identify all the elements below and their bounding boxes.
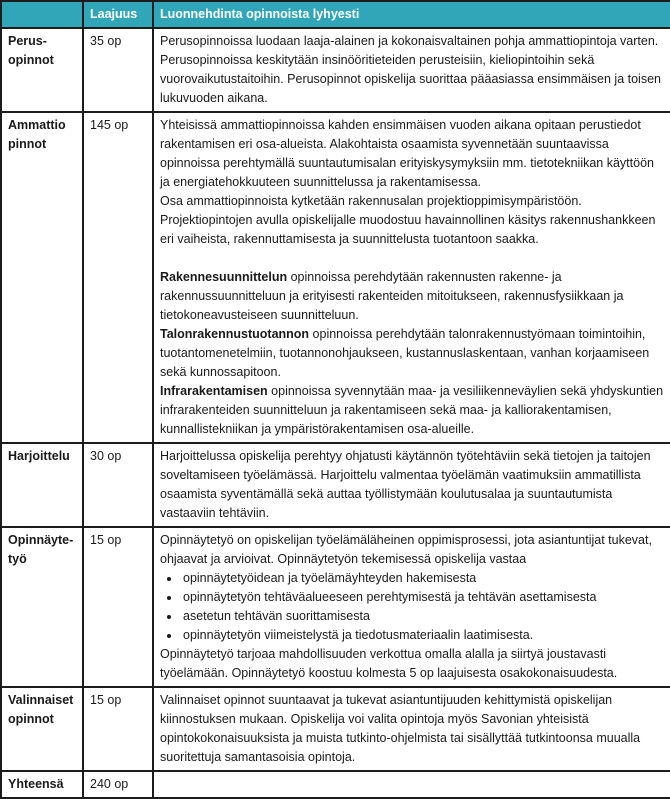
row-label-cell <box>1 527 83 687</box>
row-credits-cell: 15 op <box>83 527 153 687</box>
table-row <box>1 687 670 771</box>
paragraph-text: Opinnäytetyö on opiskelijan työelämäläheinen oppimisprosessi, jota asiantuntijat tukevat, ohjaavat ja arvioivat. Opinnäytetyön tekemisessä opiskelija vastaa <box>160 533 652 566</box>
row-label-line: opinnot <box>8 53 54 67</box>
row-credits-cell: 30 op <box>83 443 153 527</box>
paragraph-text: Perusopinnoissa luodaan laaja-alainen ja kokonaisvaltainen pohja ammattiopintoja varten. Perusopinnoissa keskitytään insinööritieteiden perusteisiin, kieliopintoihin sekä vuorovaikutustaitoihin. Perusopinnot opiskelija suorittaa pääasiassa ensimmäisen ja toisen lukuvuoden aikana. <box>160 34 661 105</box>
header-row <box>1 1 670 28</box>
row-credits-cell: 145 op <box>83 112 153 443</box>
description-paragraph <box>160 531 664 569</box>
description-paragraph <box>160 32 664 108</box>
row-description-cell <box>153 112 670 443</box>
row-label-cell <box>1 28 83 112</box>
row-label-line: Harjoittelu <box>8 449 70 463</box>
description-paragraph <box>160 691 664 767</box>
row-label-cell <box>1 771 83 798</box>
description-paragraph <box>160 382 664 439</box>
bold-lead-text: Rakennesuunnittelun <box>160 270 288 284</box>
table-row <box>1 527 670 687</box>
table-row <box>1 443 670 527</box>
row-credits-cell: 15 op <box>83 687 153 771</box>
description-paragraph <box>160 268 664 325</box>
row-credits-cell: 35 op <box>83 28 153 112</box>
table-body <box>1 28 670 798</box>
row-description-cell <box>153 687 670 771</box>
header-cell-empty <box>1 1 83 28</box>
description-paragraph <box>160 325 664 382</box>
bullet-item: • opinnäytetyöidean ja työelämäyhteyden hakemisesta <box>181 569 664 588</box>
table-header <box>1 1 670 28</box>
row-label-line: pinnot <box>8 137 47 151</box>
table-row <box>1 771 670 798</box>
blank-line <box>160 249 664 268</box>
row-description-cell <box>153 527 670 687</box>
header-cell-description: Luonnehdinta opinnoista lyhyesti <box>153 1 670 28</box>
bullet-item: • opinnäytetyön tehtäväalueeseen perehtymisestä ja tehtävän asettamisesta <box>181 588 664 607</box>
description-paragraph <box>160 192 664 249</box>
bullet-list <box>160 569 664 645</box>
paragraph-text: Harjoittelussa opiskelija perehtyy ohjatusti käytännön työtehtäviin sekä tietojen ja taitojen soveltamiseen työelämässä. Harjoittelu valmentaa työelämän vaatimuksiin ammatillista osaamista syventämällä sekä auttaa työllistymään koulutusalaa ja suuntautumista vastaaviin tehtäviin. <box>160 449 651 520</box>
row-description-cell <box>153 443 670 527</box>
paragraph-text: Valinnaiset opinnot suuntaavat ja tukevat asiantuntijuuden kehittymistä opiskelijan kiinnostuksen mukaan. Opiskelija voi valita opintoja myös Savonian yhteisistä opintokokonaisuuksista ja muista tutkinto-ohjelmista tai sisällyttää tutkintoonsa muualla suoritettuja samantasoisia opintoja. <box>160 693 641 764</box>
description-paragraph <box>160 645 664 683</box>
row-label-line: Ammattio <box>8 118 66 132</box>
bold-lead-text: Talonrakennustuotannon <box>160 327 310 341</box>
bullet-item: • asetetun tehtävän suorittamisesta <box>181 607 664 626</box>
bold-lead-text: Infrarakentamisen <box>160 384 268 398</box>
paragraph-text: opinnoissa perehdytään rakennusten rakenne- ja rakennussuunnitteluun ja erityisesti rakenteiden mitoitukseen, rakennusfysiikkaan ja tietokoneavusteiseen suunnitteluun. <box>160 270 624 322</box>
row-label-line: Yhteensä <box>8 777 64 791</box>
paragraph-text: opinnoissa syvennytään maa- ja vesiliikenneväylien sekä yhdyskuntien infrarakenteiden suunnitteluun ja rakentamiseen sekä maa- ja kalliorakentamisen, kunnallistekniikan ja ympäristörakentamisen osa-alueille. <box>160 384 664 436</box>
row-label-line: työ <box>8 552 27 566</box>
table-row <box>1 112 670 443</box>
row-description-cell <box>153 771 670 798</box>
paragraph-text: Osa ammattiopinnoista kytketään rakennusalan projektioppimisympäristöön. Projektiopintojen avulla opiskelijalle muodostuu havainnollinen käsitys rakennushankkeen eri vaiheista, rakennuttamisesta ja suunnittelusta tuotantoon saakka. <box>160 194 656 246</box>
row-label-cell <box>1 687 83 771</box>
bullet-item: • opinnäytetyön viimeistelystä ja tiedotusmateriaalin laatimisesta. <box>181 626 664 645</box>
paragraph-text: Yhteisissä ammattiopinnoissa kahden ensimmäisen vuoden aikana opitaan perustiedot rakentamisen eri osa-alueista. Alakohtaista osaamista syvennetään suuntaavissa opinnoissa perehtymällä suuntautumisalan erityiskysymyksiin mm. tietotekniikan käyttöön ja energiatehokkuuteen suunnittelussa ja rakentamisessa. <box>160 118 654 189</box>
row-description-cell <box>153 28 670 112</box>
paragraph-text: opinnoissa perehdytään talonrakennustyömaan toimintoihin, tuotantomenetelmiin, tuotannonohjaukseen, kustannuslaskentaan, vanhan korjaamiseen sekä kunnossapitoon. <box>160 327 650 379</box>
row-label-cell <box>1 443 83 527</box>
row-label-line: opinnot <box>8 712 54 726</box>
row-label-line: Valinnaiset <box>8 693 74 707</box>
row-label-line: Perus- <box>8 34 47 48</box>
header-cell-laajuus: Laajuus <box>83 1 153 28</box>
description-paragraph <box>160 116 664 192</box>
table-row <box>1 28 670 112</box>
row-label-line: Opinnäyte- <box>8 533 74 547</box>
paragraph-text: Opinnäytetyö tarjoaa mahdollisuuden verkottua omalla alalla ja siirtyä joustavasti työelämään. Opinnäytetyö koostuu kolmesta 5 op laajuisesta osakokonaisuudesta. <box>160 647 618 680</box>
description-paragraph <box>160 447 664 523</box>
row-credits-cell: 240 op <box>83 771 153 798</box>
row-label-cell <box>1 112 83 443</box>
